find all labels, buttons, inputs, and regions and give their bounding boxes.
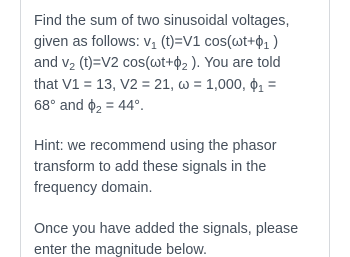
question-line: given as follows: $v_1$ (t)=V1 $\cos(\omega t+\phi_1$ ) — [34, 34, 279, 53]
instruction-line: enter the magnitude below. — [34, 241, 207, 257]
hint-line: Hint: we recommend using the phasor — [34, 138, 277, 155]
question-line: and $v_2$ (t)=V2 $\cos(\omega t+\phi_2$ ). You are told — [34, 55, 281, 74]
scrollbar-thumb[interactable] — [342, 0, 348, 60]
question-paragraph — [34, 11, 324, 117]
instruction-line: Once you have added the signals, please — [34, 220, 299, 237]
question-line: 68° and $\phi_2 = 44^\circ$. — [34, 97, 145, 116]
instruction-paragraph — [34, 219, 324, 257]
card-right-border — [329, 0, 330, 257]
hint-paragraph — [34, 136, 324, 200]
question-line: that V1 = 13, V2 = 21, ω = 1,000, $\phi_1$ = — [34, 76, 277, 95]
question-body — [34, 11, 324, 257]
card-left-border — [20, 0, 21, 257]
question-line: Find the sum of two sinusoidal voltages, — [34, 13, 290, 29]
hint-line: transform to add these signals in the — [34, 159, 267, 176]
hint-line: frequency domain. — [34, 180, 153, 197]
